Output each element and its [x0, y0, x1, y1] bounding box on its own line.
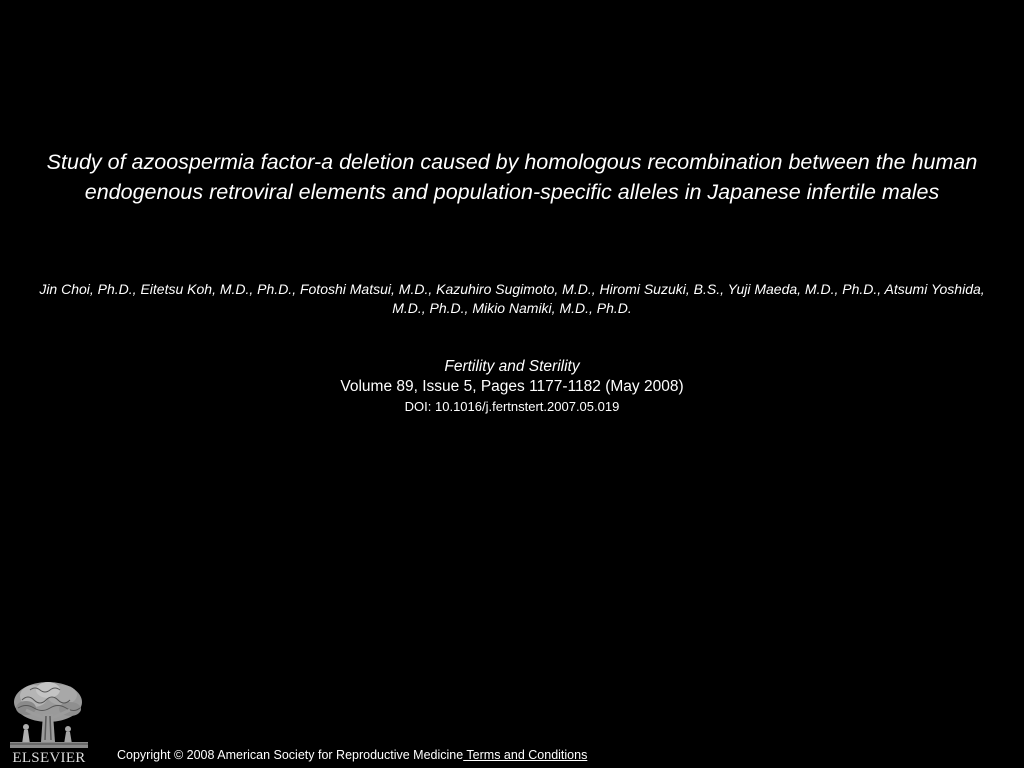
journal-name: Fertility and Sterility [444, 358, 580, 375]
author-list: Jin Choi, Ph.D., Eitetsu Koh, M.D., Ph.D., Fotoshi Matsui, M.D., Kazuhiro Sugimoto, M.D., Hiromi Suzuki, B.S., Yuji Maeda, M.D., Ph.D., Atsumi Yoshida, M.D., Ph.D., Mikio Namiki, M.D., Ph.D. [39, 281, 985, 316]
copyright-footer [117, 747, 587, 763]
terms-and-conditions-link[interactable]: Terms and Conditions [463, 748, 588, 762]
doi-text: DOI: 10.1016/j.fertnstert.2007.05.019 [404, 399, 620, 414]
article-title: Study of azoospermia factor-a deletion caused by homologous recombination between the human endogenous retroviral elements and population-specific alleles in Japanese infertile males [46, 150, 978, 204]
volume-info: Volume 89, Issue 5, Pages 1177-1182 (May 2008) [340, 378, 684, 395]
elsevier-wordmark: ELSEVIER [12, 750, 86, 766]
elsevier-tree-icon [8, 678, 90, 752]
elsevier-logo [8, 678, 90, 768]
copyright-text: Copyright © 2008 American Society for Reproductive Medicine [117, 748, 464, 762]
